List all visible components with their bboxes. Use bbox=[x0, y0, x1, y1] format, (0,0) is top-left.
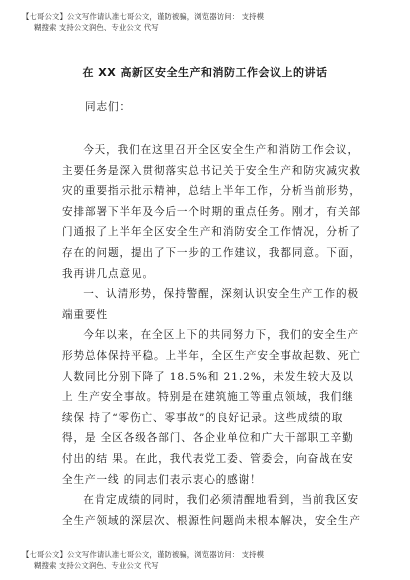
paragraph-achievements: 今年以来，在全区上下的共同努力下，我们的安全生产形势总体保持平稳。上半年，全区生产安全事故起数、死亡人数同比分别下降了 18.5%和 21.2%，未发生较大及以上 生产安全事故。特别是在建筑施工等重点领域，我们继续保 持了“零伤亡、零事故”的良好记录。这些成绩的取得，是 全区各级各部门、各企业单位和广大干部职工辛勤付出的结 果。在此，我代表党工委、管委会，向奋战在安全生产一线 的同志们表示衷心的感谢！ bbox=[62, 329, 361, 486]
page-header bbox=[22, 11, 390, 33]
document-title: 在 XX 高新区安全生产和消防工作会议上的讲话 bbox=[82, 66, 328, 79]
document-body bbox=[62, 140, 362, 531]
footer-line-1: 【七哥公文】公文写作请认准七哥公文，谨防被骗，浏览器访问： 支持模 bbox=[22, 550, 265, 559]
section-heading-1: 一、认清形势，保持警醒，深刻认识安全生产工作的极端重要性 bbox=[62, 288, 360, 321]
paragraph-problems: 在肯定成绩的同时，我们必须清醒地看到，当前我区安全生产领域的深层次、根源性问题尚未根本解决，安全生产 bbox=[62, 494, 361, 527]
footer-line-2: 糊搜索 支持公文润色、专业公文 代写 bbox=[34, 561, 159, 570]
paragraph-opening: 今天，我们在这里召开全区安全生产和消防工作会议，主要任务是深入贯彻落实总书记关于安全生产和防灾减灾救灾的重要指示批示精神，总结上半年工作，分析当前形势，安排部署下半年及今后一个时期的重点任务。刚才，有关部门通报了上半年全区安全生产和消防安全工作情况，分析了存在的问题，提出了下一步的工作建议，我都同意。下面，我再讲几点意见。 bbox=[62, 144, 361, 280]
header-line-2: 糊搜索 支持公文润色、专业公文 代写 bbox=[34, 23, 159, 32]
header-line-1: 【七哥公文】公文写作请认准七哥公文，谨防被骗，浏览器访问： 支持模 bbox=[22, 12, 265, 21]
greeting: 同志们： bbox=[85, 101, 131, 113]
page-footer bbox=[22, 549, 390, 571]
